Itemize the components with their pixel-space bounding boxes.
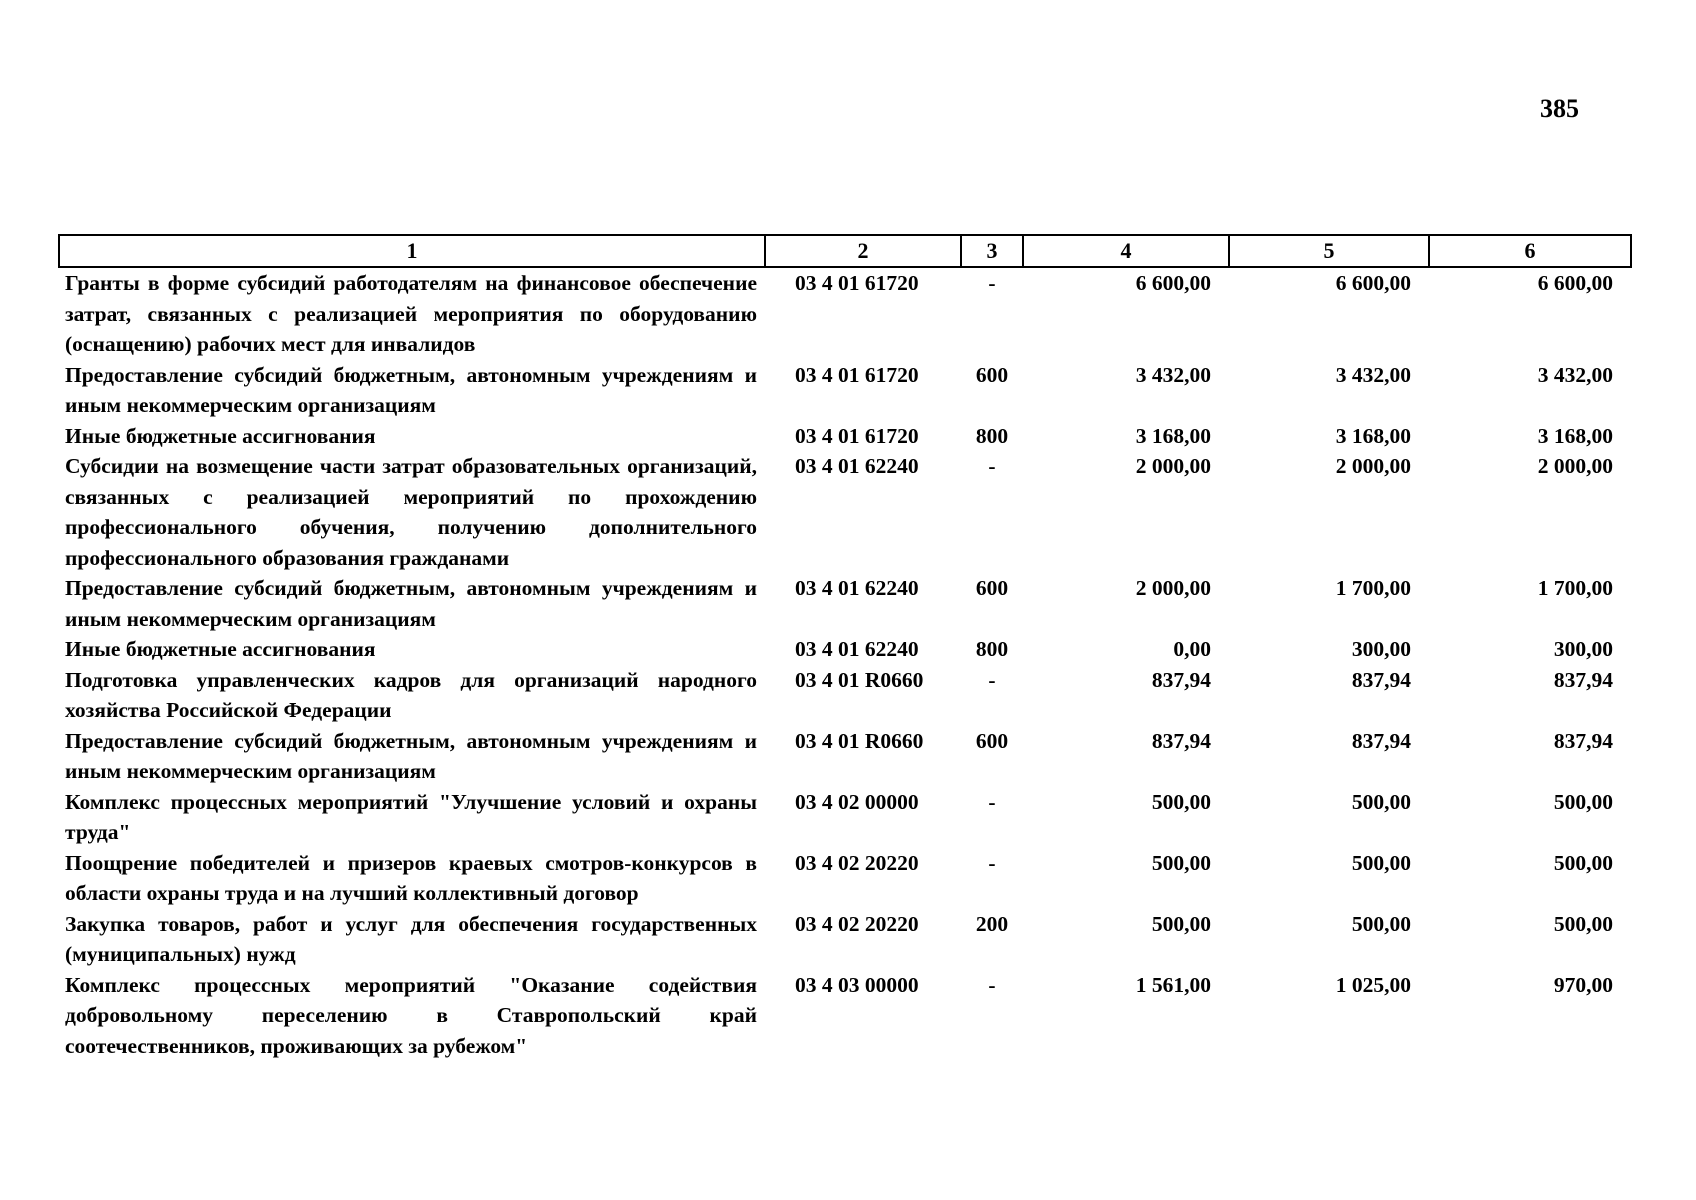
row-vr: 600: [975, 728, 1009, 753]
row-name: Иные бюджетные ассигнования: [65, 423, 376, 448]
col-header-3: 3: [961, 235, 1023, 267]
row-code: 03 4 02 20220: [795, 850, 919, 875]
row-value-1: 500,00: [1151, 850, 1211, 875]
row-name: Предоставление субсидий бюджетным, автономным учреждениям и иным некоммерческим организациям: [65, 362, 757, 417]
row-value-2: 500,00: [1351, 789, 1411, 814]
row-value-2: 300,00: [1351, 637, 1411, 661]
row-value-3: 837,94: [1553, 667, 1613, 692]
col-header-4: 4: [1023, 235, 1229, 267]
row-value-2: 500,00: [1351, 850, 1411, 875]
col-header-6: 6: [1429, 235, 1631, 267]
table-row: [59, 360, 1631, 421]
row-vr: -: [988, 667, 996, 692]
row-value-1: 2 000,00: [1135, 454, 1211, 478]
row-value-3: 500,00: [1553, 911, 1613, 936]
table-row: [59, 267, 1631, 360]
row-value-3: 3 168,00: [1537, 423, 1613, 448]
row-value-3: 3 432,00: [1537, 362, 1613, 387]
row-value-2: 1 025,00: [1335, 972, 1411, 997]
row-value-1: 2 000,00: [1135, 576, 1211, 600]
row-value-1: 837,94: [1151, 728, 1211, 753]
row-vr: -: [988, 789, 996, 814]
row-value-2: 1 700,00: [1335, 576, 1411, 600]
row-value-3: 2 000,00: [1537, 454, 1613, 478]
table-row: [59, 665, 1631, 726]
row-code: 03 4 01 62240: [795, 454, 919, 478]
row-value-2: 2 000,00: [1335, 454, 1411, 478]
row-name: Субсидии на возмещение части затрат образовательных организаций, связанных с реализацией мероприятий по прохождению профессионального обучения, получению дополнительного профессионального образования гражданами: [65, 454, 757, 570]
col-header-2: 2: [765, 235, 961, 267]
row-code: 03 4 01 61720: [795, 271, 919, 295]
row-code: 03 4 03 00000: [795, 972, 919, 997]
row-value-1: 500,00: [1151, 911, 1211, 936]
row-value-2: 500,00: [1351, 911, 1411, 936]
row-value-1: 3 168,00: [1135, 423, 1211, 448]
row-vr: 600: [975, 362, 1009, 387]
row-value-2: 837,94: [1351, 728, 1411, 753]
row-name: Предоставление субсидий бюджетным, автономным учреждениям и иным некоммерческим организациям: [65, 728, 757, 783]
row-value-3: 1 700,00: [1537, 576, 1613, 600]
table-row: [59, 573, 1631, 634]
row-vr: -: [988, 850, 996, 875]
row-vr: 600: [975, 576, 1009, 600]
row-code: 03 4 02 20220: [795, 911, 919, 936]
row-value-2: 837,94: [1351, 667, 1411, 692]
row-name: Закупка товаров, работ и услуг для обеспечения государственных (муниципальных) нужд: [65, 911, 757, 966]
row-value-3: 500,00: [1553, 789, 1613, 814]
row-value-1: 837,94: [1151, 667, 1211, 692]
row-value-2: 3 432,00: [1335, 362, 1411, 387]
row-value-2: 6 600,00: [1335, 271, 1411, 295]
row-value-1: 1 561,00: [1135, 972, 1211, 997]
row-name: Гранты в форме субсидий работодателям на финансовое обеспечение затрат, связанных с реализацией мероприятия по оборудованию (оснащению) рабочих мест для инвалидов: [65, 271, 757, 356]
row-vr: -: [988, 454, 996, 478]
row-name: Комплекс процессных мероприятий "Улучшение условий и охраны труда": [65, 789, 757, 844]
row-code: 03 4 01 61720: [795, 362, 919, 387]
row-vr: -: [988, 972, 996, 997]
col-header-1: 1: [59, 235, 765, 267]
row-value-1: 500,00: [1151, 789, 1211, 814]
row-value-3: 500,00: [1553, 850, 1613, 875]
table-row: [59, 421, 1631, 452]
row-name: Комплекс процессных мероприятий "Оказание содействия добровольному переселению в Ставропольский край соотечественников, проживающих за рубежом": [65, 972, 757, 1058]
row-value-3: 970,00: [1553, 972, 1613, 997]
page-number: 385: [1540, 94, 1579, 123]
row-value-1: 3 432,00: [1135, 362, 1211, 387]
row-value-1: 0,00: [1173, 637, 1211, 661]
row-code: 03 4 01 62240: [795, 637, 919, 661]
row-code: 03 4 01 R0660: [795, 728, 924, 753]
row-value-1: 6 600,00: [1135, 271, 1211, 295]
col-header-5: 5: [1229, 235, 1429, 267]
row-name: Поощрение победителей и призеров краевых смотров-конкурсов в области охраны труда и на лучший коллективный договор: [65, 850, 757, 905]
row-code: 03 4 01 62240: [795, 576, 919, 600]
row-code: 03 4 02 00000: [795, 789, 919, 814]
table-row: [59, 451, 1631, 573]
table-row: [59, 787, 1631, 848]
table-row: [59, 726, 1631, 787]
row-value-3: 6 600,00: [1537, 271, 1613, 295]
budget-table: [58, 234, 1632, 1061]
row-code: 03 4 01 R0660: [795, 667, 924, 692]
row-name: Предоставление субсидий бюджетным, автономным учреждениям и иным некоммерческим организациям: [65, 576, 757, 631]
row-vr: -: [988, 271, 996, 295]
row-name: Подготовка управленческих кадров для организаций народного хозяйства Российской Федерации: [65, 667, 757, 722]
table-row: [59, 634, 1631, 665]
header-row: [59, 235, 1631, 267]
table-row: [59, 909, 1631, 970]
row-value-3: 300,00: [1553, 637, 1613, 661]
row-vr: 200: [975, 911, 1009, 936]
row-name: Иные бюджетные ассигнования: [65, 637, 376, 661]
row-value-2: 3 168,00: [1335, 423, 1411, 448]
row-value-3: 837,94: [1553, 728, 1613, 753]
row-code: 03 4 01 61720: [795, 423, 919, 448]
row-vr: 800: [975, 637, 1009, 661]
table-row: [59, 848, 1631, 909]
row-vr: 800: [975, 423, 1009, 448]
table-row: [59, 970, 1631, 1062]
